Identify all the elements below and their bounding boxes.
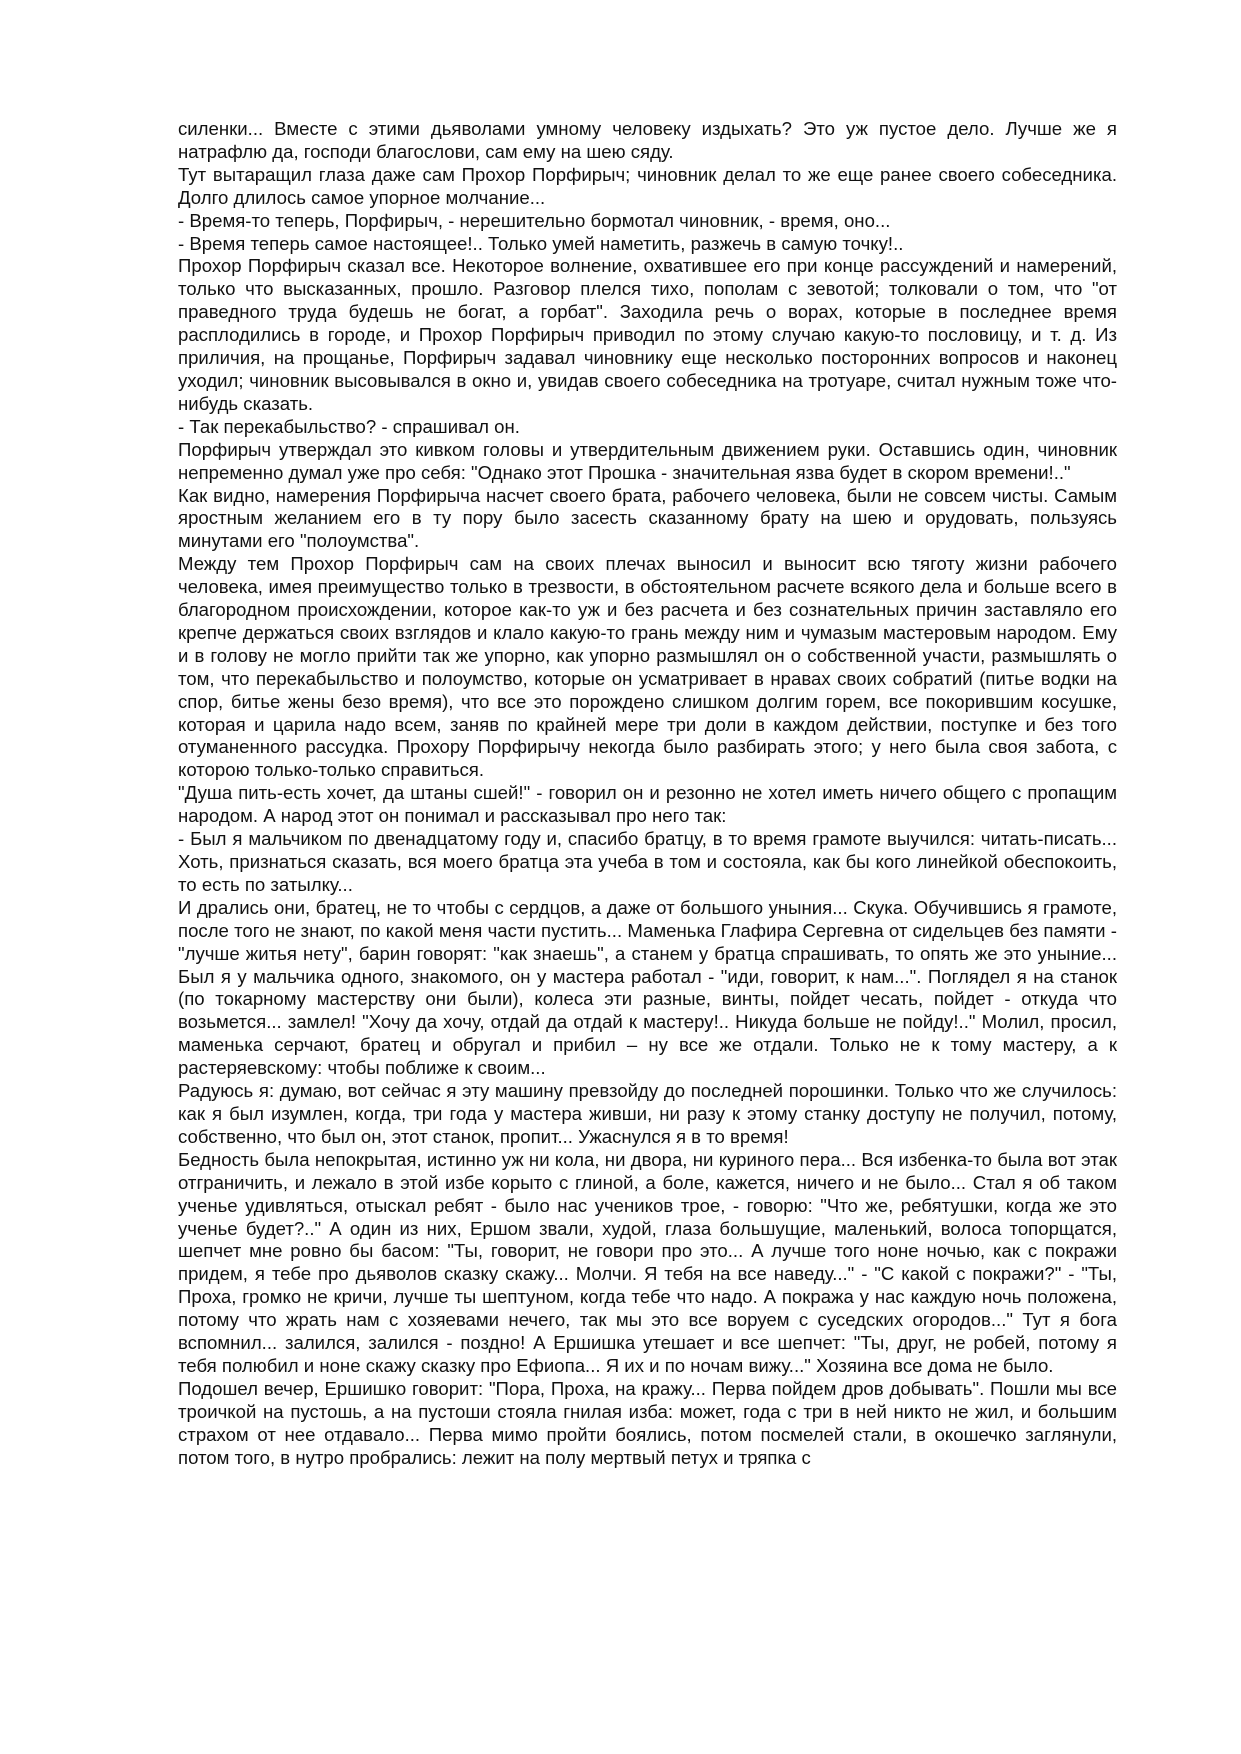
paragraph-12: И дрались они, братец, не то чтобы с сердцов, а даже от большого уныния... Скука. Обучившись я грамоте, после того не знают, по какой меня части пустить... Маменька Глафира Сергевна от сидельцев без памяти - "лучше житья нету", барин говорят: "как знаешь", а станем у братца спрашивать, то опять же это уныние... Был я у мальчика одного, знакомого, он у мастера работал - "иди, говорит, к нам...". Поглядел я на станок (по токарному мастерству они были), колеса эти разные, винты, пойдет чесать, пойдет - откуда что возьмется... замлел! "Хочу да хочу, отдай да отдай к мастеру!.. Никуда больше не пойду!.." Молил, просил, маменька серчают, братец и обругал и прибил – ну все же отдали. Только не к тому мастеру, а к растеряевскому: чтобы поближе к своим... xyxy=(178,896,1117,1079)
paragraph-15: Подошел вечер, Ершишко говорит: "Пора, Проха, на кражу... Перва пойдем дров добывать". Пошли мы все троичкой на пустошь, а на пустоши стояла гнилая изба: может, года с три в ней никто не жил, и большим страхом от нее отдавало... Перва мимо пройти боялись, потом посмелей стали, в окошечко заглянули, потом того, в нутро пробрались: лежит на полу мертвый петух и тряпка с xyxy=(178,1377,1117,1468)
paragraph-6: - Так перекабыльство? - спрашивал он. xyxy=(178,415,520,437)
document-page xyxy=(178,118,1117,1469)
paragraph-2: Тут вытаращил глаза даже сам Прохор Порфирыч; чиновник делал то же еще ранее своего собеседника. Долго длилось самое упорное молчание... xyxy=(178,163,1117,208)
paragraph-9: Между тем Прохор Порфирыч сам на своих плечах выносил и выносит всю тяготу жизни рабочего человека, имея преимущество только в трезвости, в обстоятельном расчете всякого дела и больше всего в благородном происхождении, которое как-то уж и без расчета и без сознательных причин заставляло его крепче держаться своих взглядов и клало какую-то грань между ним и чумазым мастеровым народом. Ему и в голову не могло прийти так же упорно, как упорно размышлял он о собственной участи, размышлять о том, что перекабыльство и полоумство, которые он усматривает в нравах своих собратий (питье водки на спор, битье жены безо время), что все это порождено слишком долгим горем, все покорившим косушке, которая и царила надо всем, заняв по крайней мере три доли в каждом действии, поступке и без того отуманенного рассудка. Прохору Порфирычу некогда было разбирать этого; у него была своя забота, с которою только-только справиться. xyxy=(178,553,1117,781)
paragraph-3: - Время-то теперь, Порфирыч, - нерешительно бормотал чиновник, - время, оно... xyxy=(178,209,891,231)
paragraph-7: Порфирыч утверждал это кивком головы и утвердительным движением руки. Оставшись один, чиновник непременно думал уже про себя: "Однако этот Прошка - значительная язва будет в скором времени!.." xyxy=(178,438,1117,483)
paragraph-14: Бедность была непокрытая, истинно уж ни кола, ни двора, ни куриного пера... Вся избенка-то была вот этак отграничить, и лежало в этой избе корыто с глиной, а боле, кажется, ничего и не было... Стал я об таком ученье удивляться, отыскал ребят - было нас учеников трое, - говорю: "Что же, ребятушки, когда же это ученье будет?.." А один из них, Ершом звали, худой, глаза большущие, маленький, волоса топорщатся, шепчет мне ровно бы басом: "Ты, говорит, не говори про это... А лучше того ноне ночью, как с покражи придем, я тебе про дьяволов сказку скажу... Молчи. Я тебя на все наведу..." - "С какой с покражи?" - "Ты, Проха, громко не кричи, лучше ты шептуном, когда тебе что надо. А покража у нас каждую ночь положена, потому что жрать нам с хозяевами нечего, так мы это все воруем с суседских огородов..." Тут я бога вспомнил... залился, залился - поздно! А Ершишка утешает и все шепчет: "Ты, друг, не робей, потому я тебя полюбил и ноне скажу сказку про Ефиопа... Я их и по ночам вижу..." Хозяина все дома не было. xyxy=(178,1148,1117,1376)
paragraph-4: - Время теперь самое настоящее!.. Только умей наметить, разжечь в самую точку!.. xyxy=(178,232,904,254)
paragraph-1: силенки... Вместе с этими дьяволами умному человеку издыхать? Это уж пустое дело. Лучше же я натрафлю да, господи благослови, сам ему на шею сяду. xyxy=(178,118,1117,162)
paragraph-5: Прохор Порфирыч сказал все. Некоторое волнение, охватившее его при конце рассуждений и намерений, только что высказанных, прошло. Разговор плелся тихо, пополам с зевотой; толковали о том, что "от праведного труда будешь не богат, а горбат". Заходила речь о ворах, которые в последнее время расплодились в городе, и Прохор Порфирыч приводил по этому случаю какую-то пословицу, и т. д. Из приличия, на прощанье, Порфирыч задавал чиновнику еще несколько посторонних вопросов и наконец уходил; чиновник высовывался в окно и, увидав своего собеседника на тротуаре, считал нужным тоже что-нибудь сказать. xyxy=(178,255,1117,414)
paragraph-8: Как видно, намерения Порфирыча насчет своего брата, рабочего человека, были не совсем чисты. Самым яростным желанием его в ту пору было засесть сказанному брату на шею и орудовать, пользуясь минутами его "полоумства". xyxy=(178,484,1117,552)
paragraph-13: Радуюсь я: думаю, вот сейчас я эту машину превзойду до последней порошинки. Только что же случилось: как я был изумлен, когда, три года у мастера живши, ни разу к этому станку доступу не получил, потому, собственно, что был он, этот станок, пропит... Ужаснулся я в то время! xyxy=(178,1080,1117,1147)
paragraph-10: "Душа пить-есть хочет, да штаны сшей!" - говорил он и резонно не хотел иметь ничего общего с пропащим народом. А народ этот он понимал и рассказывал про него так: xyxy=(178,782,1117,827)
paragraph-11: - Был я мальчиком по двенадцатому году и, спасибо братцу, в то время грамоте выучился: читать-писать... Хоть, признаться сказать, вся моего братца эта учеба в том и состояла, как бы кого линейкой обеспокоить, то есть по затылку... xyxy=(178,828,1117,895)
